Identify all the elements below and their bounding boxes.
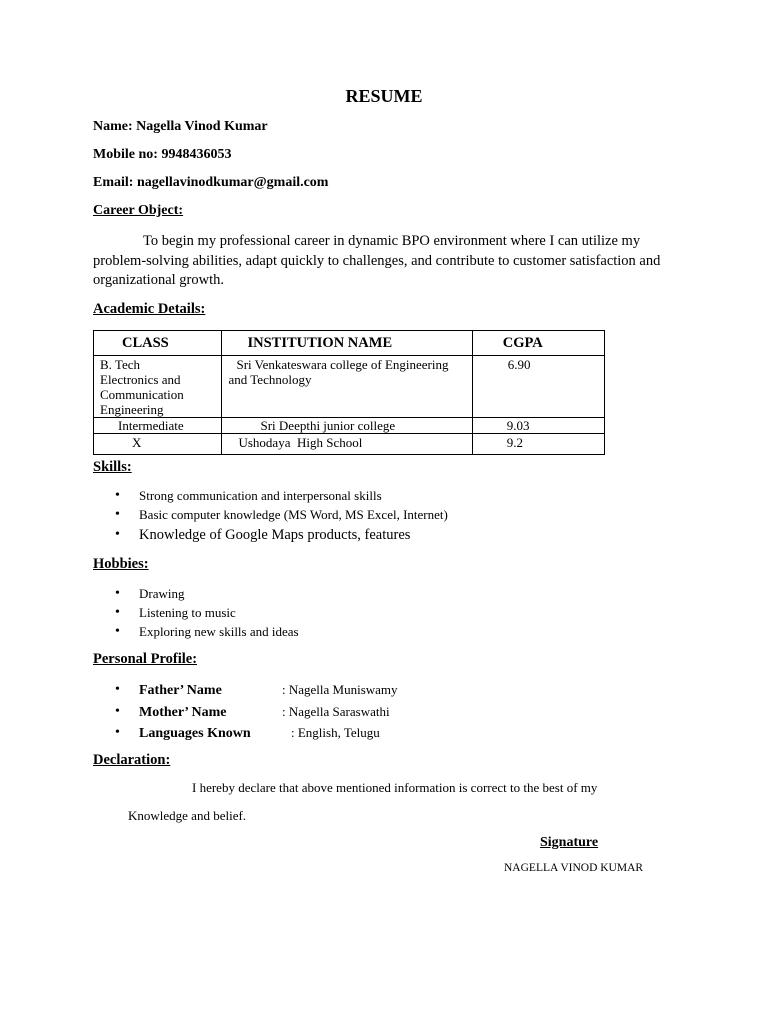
list-item: • Exploring new skills and ideas	[93, 622, 299, 641]
declaration-line-1: I hereby declare that above mentioned information is correct to the best of my	[192, 780, 598, 795]
academic-heading: Academic Details:	[93, 301, 206, 317]
column-header-cgpa: CGPA	[472, 331, 604, 356]
table-row	[94, 418, 605, 434]
table-row	[94, 356, 605, 418]
email-line: Email: nagellavinodkumar@gmail.com	[93, 175, 329, 190]
table-cell: Sri Deepthi junior college	[222, 418, 472, 434]
profile-label: Languages Known	[139, 726, 251, 741]
academic-table	[93, 330, 605, 455]
career-object-text: To begin my professional career in dynamic BPO environment where I can utilize my problem-solving abilities, adapt quickly to challenges, and contribute to customer satisfaction and organizational growth.	[93, 233, 661, 288]
name-label: Name	[93, 119, 128, 134]
skills-list	[93, 486, 448, 546]
table-cell: 9.2	[472, 434, 604, 455]
profile-value: : English, Telugu	[291, 725, 380, 740]
column-header-class: CLASS	[94, 331, 222, 356]
personal-profile-list	[93, 680, 398, 745]
list-item: • Drawing	[93, 584, 299, 603]
career-object-heading: Career Object:	[93, 203, 184, 218]
table-cell: B. Tech Electronics and Communication Engineering	[94, 356, 222, 418]
list-item	[93, 680, 398, 702]
list-item: • Basic computer knowledge (MS Word, MS Excel, Internet)	[93, 505, 448, 524]
profile-label: Mother’ Name	[139, 704, 227, 720]
table-cell: Sri Venkateswara college of Engineering and Technology	[222, 356, 472, 418]
table-cell: X	[94, 434, 222, 455]
declaration-heading: Declaration:	[93, 752, 171, 768]
list-item: • Listening to music	[93, 603, 299, 622]
list-item: • Knowledge of Google Maps products, features	[93, 524, 448, 546]
list-item	[93, 702, 398, 724]
column-header-institution: INSTITUTION NAME	[222, 331, 472, 356]
signature-name: NAGELLA VINOD KUMAR	[504, 862, 644, 874]
profile-label: Father’ Name	[139, 683, 222, 698]
signature-label: Signature	[540, 835, 599, 850]
list-item	[93, 723, 398, 745]
hobbies-list	[93, 584, 299, 641]
table-cell: 6.90	[472, 356, 604, 418]
hobbies-heading: Hobbies:	[93, 556, 149, 572]
name-line	[93, 119, 268, 135]
declaration-line-2: Knowledge and belief.	[128, 808, 247, 823]
table-cell: Intermediate	[94, 418, 222, 434]
table-header-row	[94, 331, 605, 356]
skills-heading: Skills:	[93, 459, 132, 475]
list-item: • Strong communication and interpersonal skills	[93, 486, 448, 505]
resume-title: RESUME	[345, 86, 423, 106]
table-cell: Ushodaya High School	[222, 434, 472, 455]
profile-value: : Nagella Saraswathi	[282, 703, 390, 719]
table-cell: 9.03	[472, 418, 604, 434]
profile-value: : Nagella Muniswamy	[282, 682, 398, 697]
mobile-line: Mobile no: 9948436053	[93, 147, 232, 162]
table-row	[94, 434, 605, 455]
name-value: : Nagella Vinod Kumar	[128, 119, 268, 134]
personal-profile-heading: Personal Profile:	[93, 651, 198, 667]
